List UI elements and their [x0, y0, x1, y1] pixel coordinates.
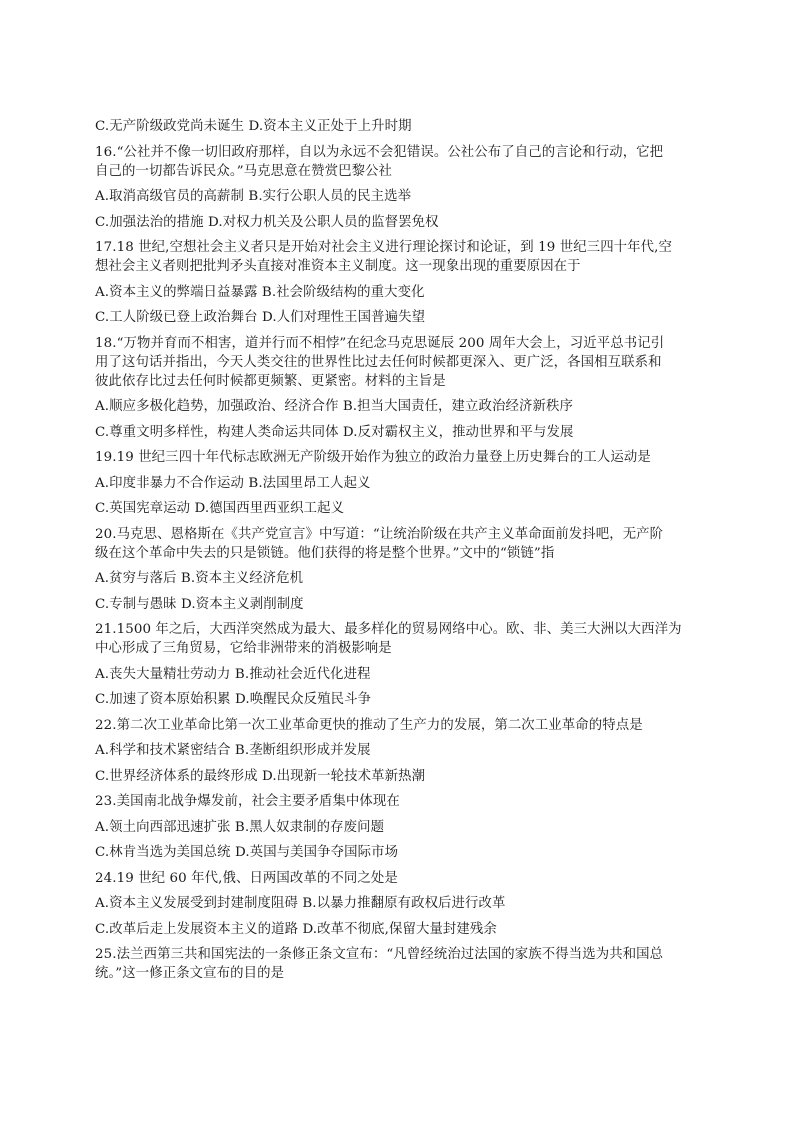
question-20-options-cd: C.专制与愚昧 D.资本主义剥削制度 [95, 596, 304, 612]
question-20-options-ab: A.贫穷与落后 B.资本主义经济危机 [95, 571, 304, 586]
question-23: 23.美国南北战争爆发前，社会主要矛盾集中体现在 [95, 794, 400, 809]
question-17-options-cd: C.工人阶级已登上政治舞台 D.人们对理性王国普遍失望 [95, 310, 426, 325]
question-16-stem-line: 自己的一切都告诉民众。”马克思意在赞赏巴黎公社 [95, 163, 393, 179]
question-18-stem-line: 用了这句话并指出，今天人类交往的世界性比过去任何时候都更深入、更广泛，各国相互联系和 [95, 354, 662, 370]
question-21-stem-line: 21.1500 年之后，大西洋突然成为最大、最多样化的贸易网络中心。欧、非、美三大洲以大西洋为 [95, 622, 682, 637]
question-18-options-cd: C.尊重文明多样性，构建人类命运共同体 D.反对霸权主义，推动世界和平与发展 [95, 424, 574, 440]
question-21-options-ab: A.丧失大量精壮劳动力 B.推动社会近代化进程 [95, 666, 371, 682]
question-25 [95, 945, 707, 983]
question-23-options-cd: C.林肯当选为美国总统 D.英国与美国争夺国际市场 [95, 845, 399, 860]
question-20-stem-line: 20.马克思、恩格斯在《共产党宣言》中写道：“让统治阶级在共产主义革命面前发抖吧，无产阶 [95, 526, 664, 542]
question-16-stem-line: 16.“公社并不像一切旧政府那样，自以为永远不会犯错误。公社公布了自己的言论和行动，它把 [95, 144, 664, 160]
exam-page [95, 117, 707, 990]
question-19-options-cd: C.英国宪章运动 D.德国西里西亚织工起义 [95, 501, 345, 516]
question-16-options-ab: A.取消高级官员的高薪制 B.实行公职人员的民主选举 [95, 189, 412, 204]
question-18-options-ab: A.顺应多极化趋势，加强政治、经济合作 B.担当大国责任，建立政治经济新秩序 [95, 399, 573, 414]
question-22: 22.第二次工业革命比第一次工业革命更快的推动了生产力的发展，第二次工业革命的特点是 [95, 717, 643, 733]
question-21-options-cd: C.加速了资本原始积累 D.唤醒民众反殖民斗争 [95, 692, 372, 707]
question-20-stem-line: 级在这个革命中失去的只是锁链。他们获得的将是整个世界。”文中的“锁链”指 [95, 545, 555, 561]
question-16 [95, 143, 707, 181]
question-24-options-ab: A.资本主义发展受到封建制度阻碍 B.以暴力推翻原有政权后进行改革 [95, 896, 506, 911]
question-21 [95, 620, 707, 658]
question-18 [95, 334, 707, 391]
question-23-options-ab: A.领土向西部迅速扩张 B.黑人奴隶制的存废问题 [95, 819, 385, 835]
question-22-options-cd: C.世界经济体系的最终形成 D.出现新一轮技术革新热潮 [95, 768, 426, 784]
question-17-options-ab: A.资本主义的弊端日益暴露 B.社会阶级结构的重大变化 [95, 284, 425, 300]
question-19: 19.19 世纪三四十年代标志欧洲无产阶级开始作为独立的政治力量登上历史舞台的工人运动是 [95, 450, 651, 465]
question-25-stem-line: 25.法兰西第三共和国宪法的一条修正条文宣布：“凡曾经统治过法国的家族不得当选为共和国总 [95, 947, 664, 962]
question-21-stem-line: 中心形成了三角贸易，它给非洲带来的消极影响是 [95, 641, 392, 656]
question-17-stem-line: 想社会主义者则把批判矛头直接对准资本主义制度。这一现象出现的重要原因在于 [95, 259, 581, 274]
question-20 [95, 525, 707, 563]
question-18-stem-line: 彼此依存比过去任何时候都更频繁、更紧密。材料的主旨是 [95, 373, 446, 389]
question-25-stem-line: 统。”这一修正条文宣布的目的是 [95, 966, 285, 981]
question-24-options-cd: C.改革后走上发展资本主义的道路 D.改革不彻底,保留大量封建残余 [95, 921, 497, 937]
question-18-stem-line: 18.“万物并育而不相害，道并行而不相悖”在纪念马克思诞辰 200 周年大会上，习近平总书记引 [95, 335, 665, 351]
question-24: 24.19 世纪 60 年代,俄、日两国改革的不同之处是 [95, 870, 398, 886]
question-16-options-cd: C.加强法治的措施 D.对权力机关及公职人员的监督罢免权 [95, 214, 439, 230]
option-line: C.无产阶级政党尚未诞生 D.资本主义正处于上升时期 [95, 119, 412, 134]
question-17-stem-line: 17.18 世纪,空想社会主义者只是开始对社会主义进行理论探讨和论证，到 19 世纪三四十年代,空 [95, 240, 673, 255]
question-17 [95, 238, 707, 276]
question-19-options-ab: A.印度非暴力不合作运动 B.法国里昂工人起义 [95, 475, 371, 491]
question-22-options-ab: A.科学和技术紧密结合 B.垄断组织形成并发展 [95, 743, 371, 758]
